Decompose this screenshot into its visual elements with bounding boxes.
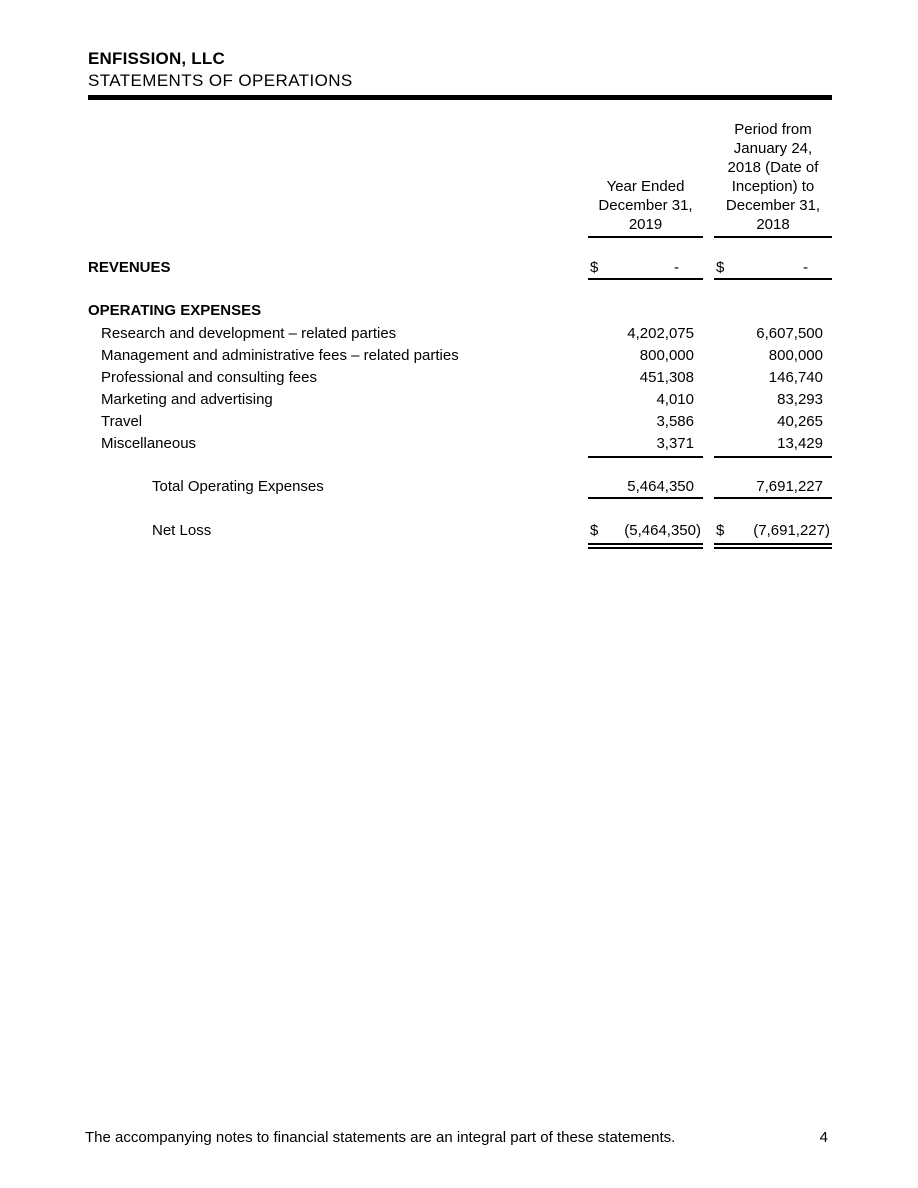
footer <box>85 1129 832 1147</box>
column-header-line: Year Ended <box>606 178 685 195</box>
expense-amount-2018: 6,607,500 <box>756 325 823 342</box>
expense-row-miscellaneous <box>88 433 832 458</box>
net-loss-value-2018: (7,691,227) <box>753 522 830 539</box>
expense-amount-2019: 3,586 <box>656 413 694 430</box>
revenues-value-2018: - <box>803 259 808 276</box>
expense-label: Marketing and advertising <box>101 391 273 408</box>
expense-row-research-development <box>88 323 832 345</box>
total-amount-2018: 7,691,227 <box>714 478 832 499</box>
revenues-row <box>88 259 832 280</box>
company-name: ENFISSION, LLC <box>88 49 225 68</box>
expense-amount-2018: 83,293 <box>777 391 823 408</box>
column-headers <box>88 120 832 238</box>
expense-label: Management and administrative fees – related parties <box>101 347 459 364</box>
net-loss-value-2019: (5,464,350) <box>624 522 701 539</box>
dollar-sign: $ <box>590 522 599 539</box>
expense-amount-2019: 3,371 <box>588 433 703 458</box>
expense-row-management-fees <box>88 345 832 367</box>
page-title: STATEMENTS OF OPERATIONS <box>88 71 353 90</box>
expense-amount-2019: 4,202,075 <box>627 325 694 342</box>
expense-row-professional-fees <box>88 367 832 389</box>
column-header-line: Period from <box>734 121 812 138</box>
dollar-sign: $ <box>716 522 725 539</box>
column-header-line: December 31, <box>725 197 821 214</box>
column-header-line: December 31, <box>598 197 693 214</box>
expense-row-travel <box>88 411 832 433</box>
expense-amount-2019: 4,010 <box>656 391 694 408</box>
total-operating-expenses-row <box>88 478 832 499</box>
page-number: 4 <box>819 1129 828 1146</box>
expense-amount-2018: 146,740 <box>768 369 823 386</box>
expense-amount-2019: 451,308 <box>639 369 694 386</box>
dollar-sign: $ <box>716 259 725 276</box>
revenues-label: REVENUES <box>88 259 171 276</box>
total-amount-2019: 5,464,350 <box>588 478 703 499</box>
net-loss-amount-2019 <box>588 522 703 549</box>
expense-amount-2019: 800,000 <box>639 347 694 364</box>
expense-rows <box>88 323 832 458</box>
total-label: Total Operating Expenses <box>152 478 324 495</box>
statement-of-operations <box>88 48 832 549</box>
expense-amount-2018: 40,265 <box>777 413 823 430</box>
expense-row-marketing <box>88 389 832 411</box>
expense-amount-2018: 13,429 <box>714 433 832 458</box>
footer-note: The accompanying notes to financial statements are an integral part of these statements. <box>85 1129 676 1146</box>
net-loss-label: Net Loss <box>152 522 212 539</box>
column-header-line: 2018 (Date of <box>727 159 819 176</box>
net-loss-amount-2018 <box>714 522 832 549</box>
column-header-line: Inception) to <box>731 178 815 195</box>
expense-label: Miscellaneous <box>101 435 197 452</box>
column-header-period-2018 <box>714 120 832 238</box>
expense-label: Research and development – related parties <box>101 325 397 342</box>
operating-expenses-heading: OPERATING EXPENSES <box>88 302 262 319</box>
header-rule <box>88 95 832 100</box>
column-header-year-ended-2019 <box>588 177 703 238</box>
expense-label: Travel <box>101 413 143 430</box>
net-loss-row <box>88 522 832 549</box>
revenues-amount-2019 <box>588 259 703 280</box>
dollar-sign: $ <box>590 259 599 276</box>
column-header-line: 2019 <box>628 216 663 233</box>
revenues-amount-2018 <box>714 259 832 280</box>
column-header-line: January 24, <box>733 140 813 157</box>
column-header-line: 2018 <box>756 216 790 233</box>
expense-amount-2018: 800,000 <box>768 347 823 364</box>
revenues-value-2019: - <box>674 259 679 276</box>
expense-label: Professional and consulting fees <box>101 369 317 386</box>
